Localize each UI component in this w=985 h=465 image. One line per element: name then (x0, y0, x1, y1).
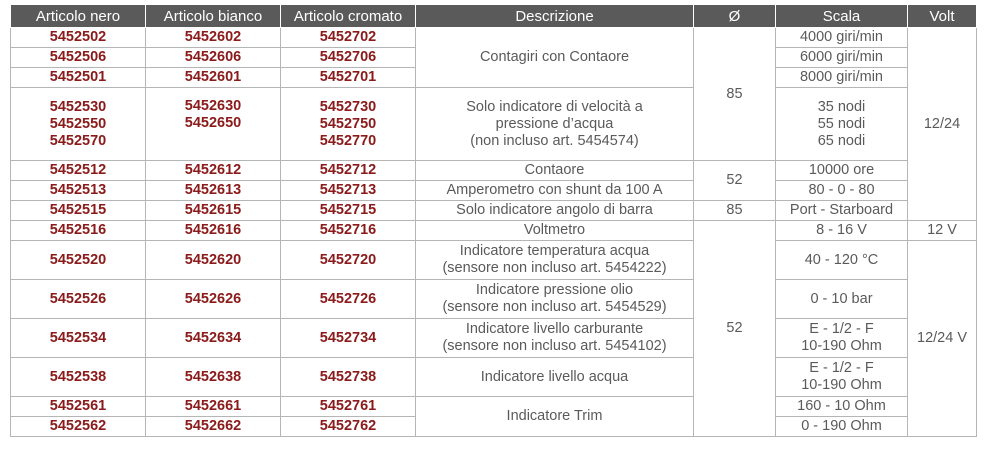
cell-bianco: 5452620 (146, 241, 281, 280)
cell-bianco: 5452661 (146, 397, 281, 417)
table-row (11, 280, 977, 319)
table-row (11, 28, 977, 48)
cell-descrizione: Solo indicatore angolo di barra (416, 201, 694, 221)
cell-nero: 5452502 (11, 28, 146, 48)
cell-scala: Port - Starboard (776, 201, 908, 221)
cell-bianco: 5452638 (146, 358, 281, 397)
cell-descrizione: Indicatore pressione olio (sensore non incluso art. 5454529) (416, 280, 694, 319)
cell-nero: 5452513 (11, 181, 146, 201)
cell-bianco: 5452634 (146, 319, 281, 358)
cell-scala: 8000 giri/min (776, 68, 908, 88)
cell-nero: 5452515 (11, 201, 146, 221)
cell-descrizione: Voltmetro (416, 221, 694, 241)
cell-scala: 10000 ore (776, 161, 908, 181)
table-row (11, 201, 977, 221)
cell-nero: 5452538 (11, 358, 146, 397)
cell-descrizione: Contagiri con Contaore (416, 28, 694, 88)
cell-cromato: 5452726 (281, 280, 416, 319)
cell-scala: 6000 giri/min (776, 48, 908, 68)
cell-cromato: 5452761 (281, 397, 416, 417)
cell-nero: 5452520 (11, 241, 146, 280)
cell-diametro: 52 (694, 221, 776, 437)
table-row (11, 358, 977, 397)
header-row (11, 5, 977, 28)
cell-cromato: 5452730 5452750 5452770 (281, 88, 416, 161)
cell-volt: 12/24 V (908, 241, 977, 437)
cell-bianco: 5452601 (146, 68, 281, 88)
cell-volt: 12 V (908, 221, 977, 241)
cell-volt: 12/24 (908, 28, 977, 221)
cell-nero: 5452526 (11, 280, 146, 319)
cell-diametro: 85 (694, 201, 776, 221)
table-row (11, 88, 977, 161)
table-row (11, 319, 977, 358)
cell-cromato: 5452738 (281, 358, 416, 397)
cell-bianco: 5452630 5452650 (146, 88, 281, 161)
cell-scala: 40 - 120 °C (776, 241, 908, 280)
cell-cromato: 5452702 (281, 28, 416, 48)
cell-cromato: 5452712 (281, 161, 416, 181)
header-articolo-bianco: Articolo bianco (146, 5, 281, 28)
cell-bianco: 5452602 (146, 28, 281, 48)
cell-bianco: 5452613 (146, 181, 281, 201)
header-articolo-cromato: Articolo cromato (281, 5, 416, 28)
cell-cromato: 5452715 (281, 201, 416, 221)
header-volt: Volt (908, 5, 977, 28)
product-table-container (10, 4, 977, 437)
table-row (11, 181, 977, 201)
cell-bianco: 5452616 (146, 221, 281, 241)
header-diametro: Ø (694, 5, 776, 28)
cell-scala: E - 1/2 - F 10-190 Ohm (776, 319, 908, 358)
table-row (11, 241, 977, 280)
cell-descrizione: Solo indicatore di velocità a pressione d’acqua (non incluso art. 5454574) (416, 88, 694, 161)
cell-scala: 0 - 10 bar (776, 280, 908, 319)
cell-cromato: 5452716 (281, 221, 416, 241)
product-table (10, 4, 977, 437)
cell-scala: 160 - 10 Ohm (776, 397, 908, 417)
cell-descrizione: Indicatore livello acqua (416, 358, 694, 397)
cell-descrizione: Indicatore temperatura acqua (sensore non incluso art. 5454222) (416, 241, 694, 280)
cell-scala: E - 1/2 - F 10-190 Ohm (776, 358, 908, 397)
cell-bianco: 5452612 (146, 161, 281, 181)
cell-descrizione: Indicatore Trim (416, 397, 694, 437)
header-articolo-nero: Articolo nero (11, 5, 146, 28)
cell-diametro: 85 (694, 28, 776, 161)
table-row (11, 397, 977, 417)
cell-bianco: 5452626 (146, 280, 281, 319)
cell-cromato: 5452706 (281, 48, 416, 68)
cell-scala: 4000 giri/min (776, 28, 908, 48)
table-row (11, 221, 977, 241)
cell-descrizione: Indicatore livello carburante (sensore non incluso art. 5454102) (416, 319, 694, 358)
cell-descrizione: Contaore (416, 161, 694, 181)
cell-nero: 5452516 (11, 221, 146, 241)
cell-nero: 5452562 (11, 417, 146, 437)
table-row (11, 161, 977, 181)
cell-diametro: 52 (694, 161, 776, 201)
cell-nero: 5452512 (11, 161, 146, 181)
cell-bianco: 5452615 (146, 201, 281, 221)
cell-nero: 5452501 (11, 68, 146, 88)
cell-cromato: 5452713 (281, 181, 416, 201)
cell-scala: 80 - 0 - 80 (776, 181, 908, 201)
header-descrizione: Descrizione (416, 5, 694, 28)
cell-bianco: 5452662 (146, 417, 281, 437)
cell-cromato: 5452720 (281, 241, 416, 280)
cell-descrizione: Amperometro con shunt da 100 A (416, 181, 694, 201)
cell-nero: 5452561 (11, 397, 146, 417)
cell-cromato: 5452734 (281, 319, 416, 358)
cell-nero: 5452506 (11, 48, 146, 68)
header-scala: Scala (776, 5, 908, 28)
cell-scala: 8 - 16 V (776, 221, 908, 241)
cell-bianco: 5452606 (146, 48, 281, 68)
cell-cromato: 5452762 (281, 417, 416, 437)
cell-scala: 0 - 190 Ohm (776, 417, 908, 437)
cell-nero: 5452534 (11, 319, 146, 358)
cell-scala: 35 nodi 55 nodi 65 nodi (776, 88, 908, 161)
cell-cromato: 5452701 (281, 68, 416, 88)
cell-nero: 5452530 5452550 5452570 (11, 88, 146, 161)
